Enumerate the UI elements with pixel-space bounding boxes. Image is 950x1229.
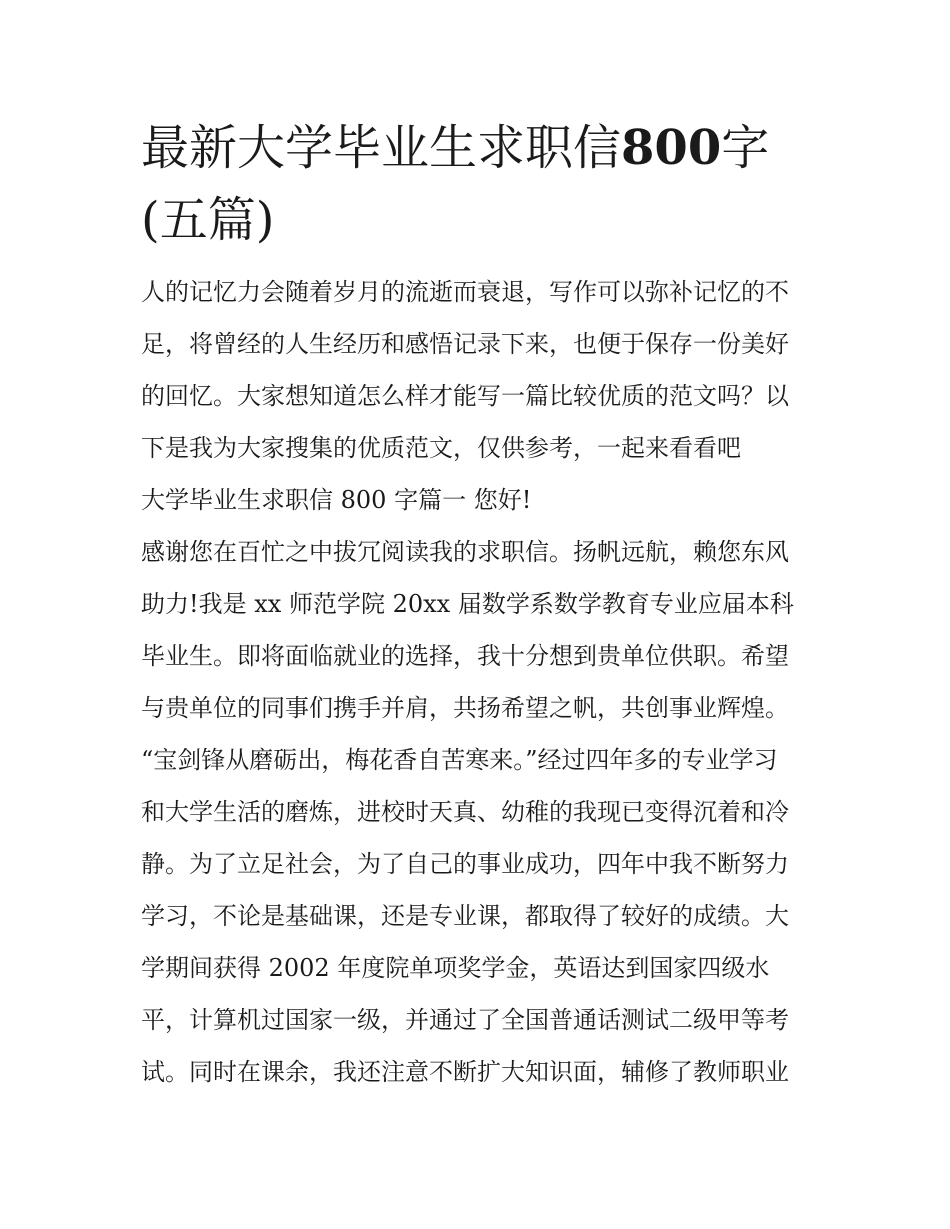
body-line-2: 足，将曾经的人生经历和感悟记录下来，也便于保存一份美好 — [141, 330, 789, 358]
body-line-4: 下是我为大家搜集的优质范文，仅供参考，一起来看看吧 — [141, 434, 741, 462]
body-line-10: “宝剑锋从磨砺出，梅花香自苦寒来。”经过四年多的专业学习 — [141, 746, 778, 774]
body-line-7: 助力!我是 xx 师范学院 20xx 届数学系数学教育专业应届本科 — [141, 590, 794, 618]
body-line-14: 学期间获得 2002 年度院单项奖学金，英语达到国家四级水 — [141, 954, 770, 982]
body-line-6: 感谢您在百忙之中拔冗阅读我的求职信。扬帆远航，赖您东风 — [141, 538, 789, 566]
title-line-2: (五篇) — [141, 192, 275, 248]
body-line-11: 和大学生活的磨炼，进校时天真、幼稚的我现已变得沉着和冷 — [141, 798, 789, 826]
body-line-1: 人的记忆力会随着岁月的流逝而衰退，写作可以弥补记忆的不 — [141, 278, 789, 306]
document-body — [141, 266, 813, 1098]
title-text-part-1: 最新大学毕业生求职信 — [141, 120, 622, 176]
body-line-8: 毕业生。即将面临就业的选择，我十分想到贵单位供职。希望 — [141, 642, 789, 670]
body-line-9: 与贵单位的同事们携手并肩，共扬希望之帆，共创事业辉煌。 — [141, 694, 789, 722]
document-page — [141, 112, 813, 1098]
section-heading-line: 大学毕业生求职信 800 字篇一 您好! — [141, 486, 532, 514]
body-line-13: 学习，不论是基础课，还是专业课，都取得了较好的成绩。大 — [141, 902, 789, 930]
body-line-15: 平，计算机过国家一级，并通过了全国普通话测试二级甲等考 — [141, 1006, 789, 1034]
document-title — [141, 112, 813, 256]
title-text-part-2: 字 — [721, 120, 770, 176]
title-number: 800 — [621, 120, 722, 176]
body-line-12: 静。为了立足社会，为了自己的事业成功，四年中我不断努力 — [141, 850, 789, 878]
title-line-1 — [141, 112, 813, 184]
body-line-16: 试。同时在课余，我还注意不断扩大知识面，辅修了教师职业 — [141, 1058, 789, 1086]
body-line-3: 的回忆。大家想知道怎么样才能写一篇比较优质的范文吗？以 — [141, 382, 789, 410]
